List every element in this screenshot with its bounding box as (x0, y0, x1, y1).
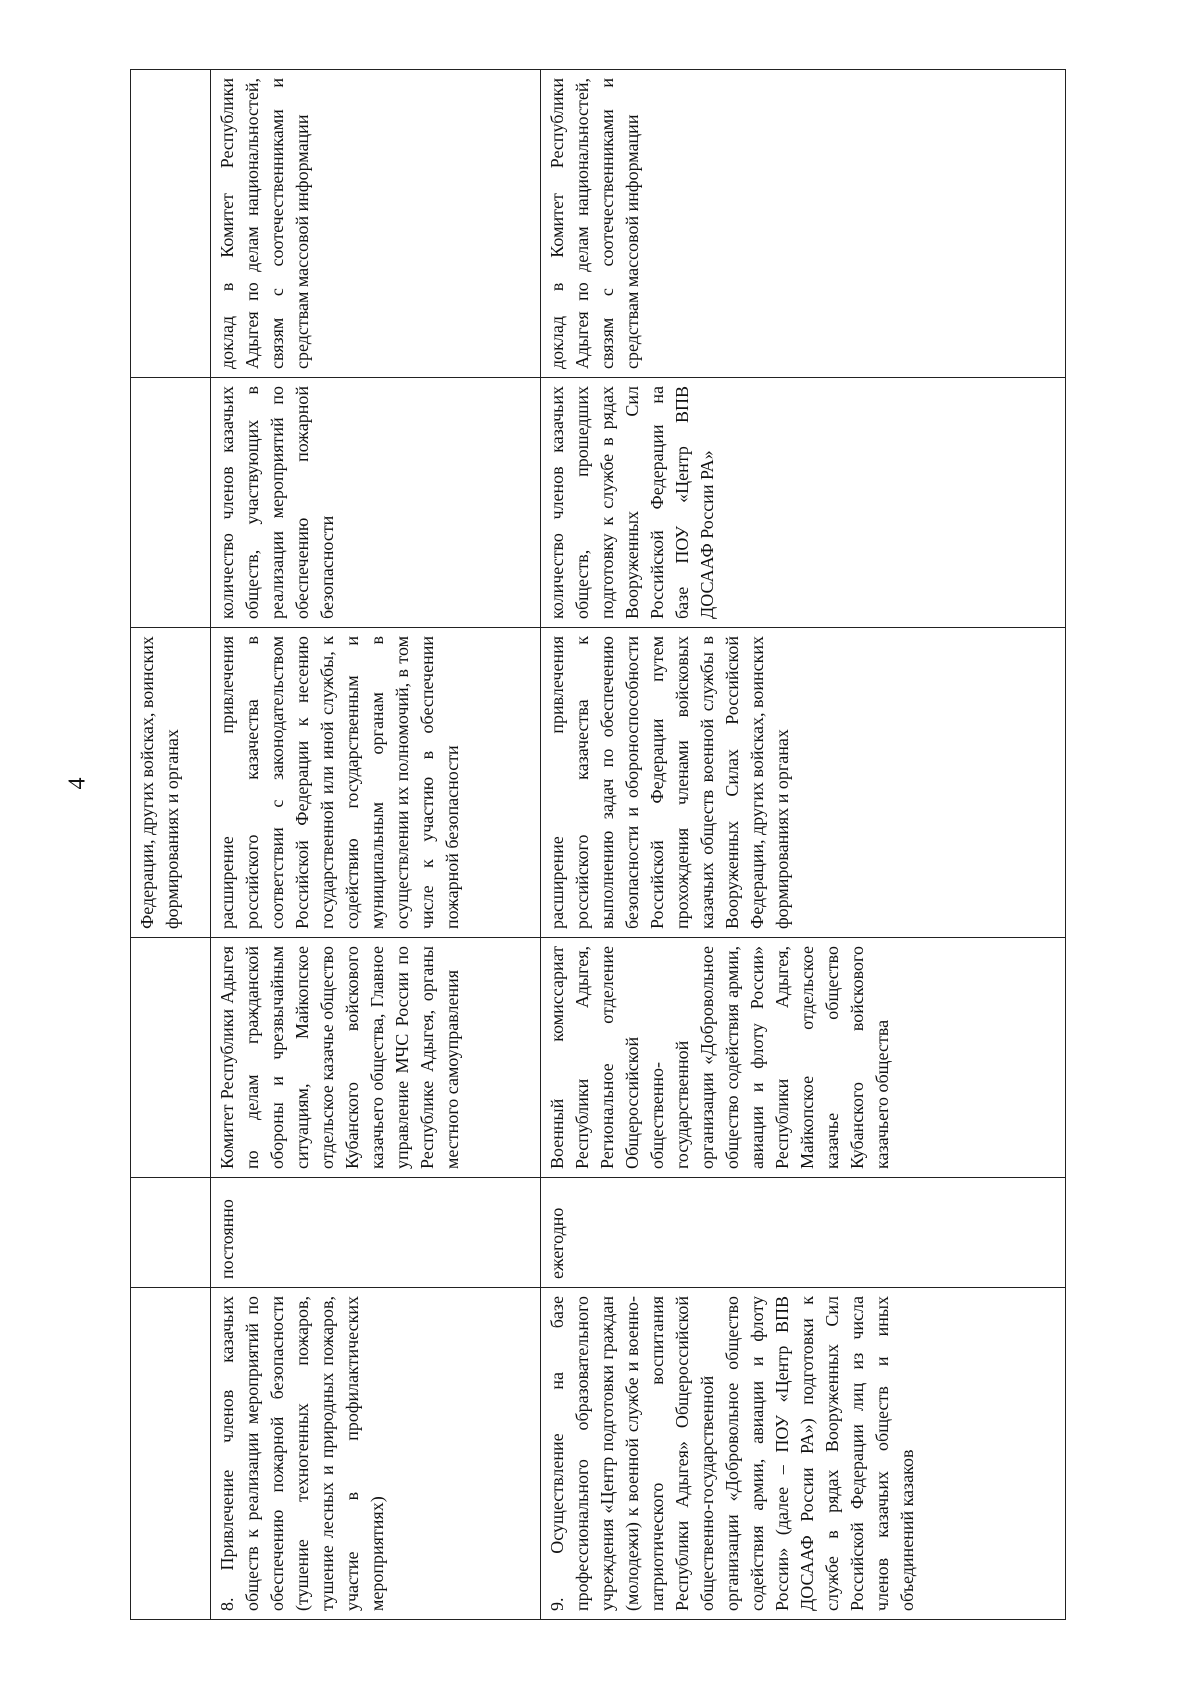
indicator-cell: количество членов казачьих обществ, прошедших подготовку к службе в рядах Вооруженных Сил Российской Федерации на базе ПОУ «Центр ВПВ ДОСААФ России РА» (541, 378, 1066, 628)
measure-cell: 8. Привлечение членов казачьих обществ к реализации мероприятий по обеспечению пожарной безопасности (тушение техногенных пожаров, тушение лесных и природных пожаров, участие в профилактических мероприятиях) (211, 1288, 541, 1620)
table-row (211, 70, 541, 1620)
executors-cell: Комитет Республики Адыгея по делам гражданской обороны и чрезвычайным ситуациям, Майкопское отдельское казачье общество Кубанского войскового казачьего общества, Главное управление МЧС России по Республике Адыгея, органы местного самоуправления (211, 938, 541, 1178)
indicator-cell (131, 378, 211, 628)
measure-cell: 9. Осуществление на базе профессионального образовательного учреждения «Центр подготовки граждан (молодежи) к военной службе и военно-патриотического воспитания Республики Адыгея» Общероссийской общественно-государственной организации «Добровольное общество содействия армии, авиации и флоту России» (далее – ПОУ «Центр ВПВ ДОСААФ России РА») подготовки к службе в рядах Вооруженных Сил Российской Федерации лиц из числа членов казачьих обществ и иных объединений казаков (541, 1288, 1066, 1620)
term-cell: постоянно (211, 1178, 541, 1288)
table-row (131, 70, 211, 1620)
indicator-cell: количество членов казачьих обществ, участвующих в реализации мероприятий по обеспечению пожарной безопасности (211, 378, 541, 628)
report-cell: доклад в Комитет Республики Адыгея по делам национальностей, связям с соотечественниками и средствам массовой информации (211, 70, 541, 378)
page-number: 4 (64, 777, 91, 790)
goal-cell: расширение привлечения российского казачества к выполнению задач по обеспечению безопасности и обороноспособности Российской Федерации путем прохождения членами войсковых казачьих обществ военной службы в Вооруженных Силах Российской Федерации, других войсках, воинских формированиях и органах (541, 628, 1066, 938)
goal-cell: расширение привлечения российского казачества в соответствии с законодательством Российской Федерации к несению государственной или иной службы, к содействию государственным и муниципальным органам в осуществлении их полномочий, в том числе к участию в обеспечении пожарной безопасности (211, 628, 541, 938)
measures-table (130, 69, 1066, 1620)
term-cell: ежегодно (541, 1178, 1066, 1288)
goal-cell: Федерации, других войсках, воинских формированиях и органах (131, 628, 211, 938)
table-row (541, 70, 1066, 1620)
term-cell (131, 1178, 211, 1288)
measure-cell (131, 1288, 211, 1620)
executors-cell (131, 938, 211, 1178)
executors-cell: Военный комиссариат Республики Адыгея, Региональное отделение Общероссийской общественно-государственной организации «Добровольное общество содействия армии, авиации и флоту России» Республики Адыгея, Майкопское отдельское казачье общество Кубанского войскового казачьего общества (541, 938, 1066, 1178)
report-cell (131, 70, 211, 378)
report-cell: доклад в Комитет Республики Адыгея по делам национальностей, связям с соотечественниками и средствам массовой информации (541, 70, 1066, 378)
rotated-table-container (130, 70, 1066, 1620)
